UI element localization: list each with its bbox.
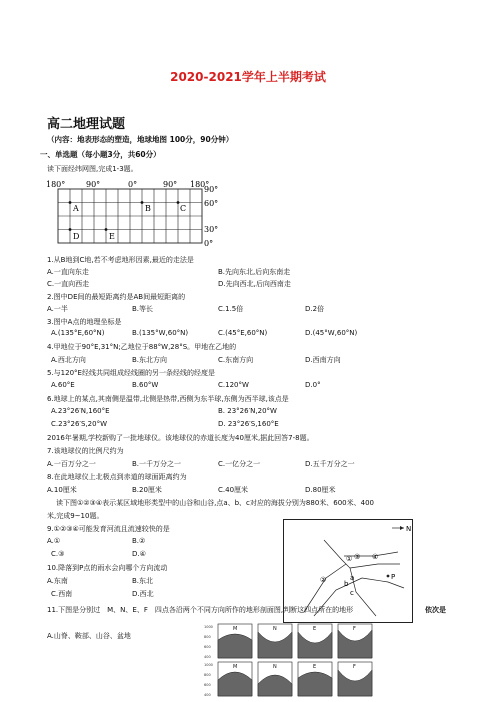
profile-letter: F [353, 626, 356, 632]
q10-option-a: A.东南 [47, 577, 68, 585]
q4-option-b: B.东北方向 [132, 356, 168, 364]
profile-svg [204, 622, 380, 698]
exam-title: 2020-2021学年上半期考试 [170, 70, 326, 84]
q11-stem-end: 依次是 [425, 606, 446, 614]
q2-option-a: A.一半 [47, 305, 68, 313]
q8-stem: 8.在此地球仪上北极点到赤道的球面距离约为 [47, 473, 187, 481]
map-label: ② [320, 576, 327, 584]
map-label: b [344, 580, 349, 588]
q9-stem: 9.①②③④可能发育河流且流速较快的是 [47, 525, 170, 533]
tick-label: 800 [204, 673, 211, 677]
lat-label: 90° [204, 185, 219, 194]
q5-option-a: A.60°E [51, 381, 75, 389]
q1-option-d: D.先向西北,后向西南走 [218, 280, 291, 288]
lat-label: 30° [204, 225, 219, 234]
q9-option-a: A.① [47, 537, 61, 545]
tick-label: 1000 [204, 663, 213, 667]
q2-stem: 2.图中DE间的最短距离约是AB间最短距离的 [47, 293, 186, 301]
paper-subtitle: 高二地理试题 [47, 117, 126, 132]
map-label: ① [346, 555, 353, 563]
q7-option-d: D.五千万分之一 [305, 460, 355, 468]
q5-option-d: D.0° [305, 381, 321, 389]
q9-option-c: C.③ [51, 550, 65, 558]
profile-letter: E [313, 664, 317, 670]
north-arrow-label: N [406, 525, 412, 533]
map-label: P [391, 573, 396, 581]
map-label: ④ [372, 553, 379, 561]
q10-option-c: C.西南 [51, 590, 73, 598]
q8-option-a: A.10厘米 [47, 486, 77, 494]
q2-option-c: C.1.5倍 [218, 305, 244, 313]
passage-9-10-line1: 读下图①②③④表示某区域地形类型中的山谷和山谷,点a、b、c对应的海拔分别为880米、600米、400 [56, 499, 374, 507]
q5-stem: 5.与120°E经线共同组成经线圈的另一条经线的经度是 [47, 369, 215, 377]
q5-option-b: B.60°W [132, 381, 159, 389]
q9-option-d: D.④ [132, 550, 146, 558]
q1-option-a: A.一直向东走 [47, 268, 89, 276]
q6-option-a: A.23°26′N,160°E [51, 407, 110, 415]
profile-letter: M [233, 626, 238, 632]
q3-option-a: A.(135°E,60°N) [51, 329, 105, 337]
profile-letter: E [313, 626, 317, 632]
map-label: a [350, 574, 355, 582]
q5-option-c: C.120°W [218, 381, 249, 389]
tick-label: 600 [204, 683, 211, 687]
q1-option-b: B.先向东北,后向东南走 [218, 268, 291, 276]
tick-label: 600 [204, 645, 211, 649]
section-heading: 一、单选题（每小题3分，共60分） [40, 150, 161, 159]
tick-label: 400 [204, 693, 211, 697]
tick-label: 800 [204, 635, 211, 639]
tick-label: 1000 [204, 625, 213, 629]
passage-7-8: 2016年暑期,学校新购了一批地球仪。该地球仪的赤道长度为40厘米,据此回答7-8题。 [47, 434, 314, 442]
profile-figure [204, 622, 380, 698]
q7-stem: 7.该地球仪的比例尺约为 [47, 447, 124, 455]
point-e-label: E [109, 232, 115, 241]
q6-option-d: D. 23°26′S,160°E [218, 420, 279, 428]
profile-letter: N [273, 626, 277, 632]
q1-stem: 1.从B地到C地,若不考虑地形因素,最近的走法是 [47, 256, 194, 264]
q3-option-c: C.(45°E,60°N) [218, 329, 268, 337]
lat-label: 0° [204, 239, 214, 248]
q7-option-a: A.一百万分之一 [47, 460, 96, 468]
q6-option-b: B. 23°26′N,20°W [218, 407, 277, 415]
map-label: ③ [354, 553, 361, 561]
grid-lines [58, 189, 202, 243]
intro-text: 读下面经纬网图,完成1-3题。 [47, 165, 138, 173]
q11-option-a: A.山脊、鞍部、山谷、盆地 [47, 632, 131, 640]
q8-option-c: C.40厘米 [218, 486, 249, 494]
lat-label: 60° [204, 199, 219, 208]
lon-label: 90° [86, 180, 101, 189]
lon-label: 180° [190, 180, 210, 189]
q6-stem: 6.地球上的某点,其南侧是温带,北侧是热带,西侧为东半球,东侧为西半球,该点是 [47, 395, 289, 403]
point-a-label: A [73, 204, 79, 213]
profile-letter: F [353, 664, 356, 670]
passage-9-10-line2: 米,完成9~10题。 [47, 512, 104, 520]
point-c-label: C [180, 204, 187, 213]
q6-option-c: C.23°26′S,20°W [51, 420, 108, 428]
q10-option-d: D.西北 [132, 590, 154, 598]
tick-label: 400 [204, 655, 211, 659]
profile-letter: M [233, 664, 238, 670]
q4-option-c: C.东南方向 [218, 356, 254, 364]
lon-label: 180° [46, 180, 66, 189]
graticule-figure [46, 178, 226, 250]
q11-stem: 11.下图是分别过 M、N、E、F 四点各沿两个不同方向所作的地形剖面图,判断这四点所在的地形 [47, 606, 354, 614]
q10-stem: 10.降落到P点的雨水会向哪个方向流动 [47, 564, 168, 572]
q4-option-a: A.西北方向 [51, 356, 86, 364]
q1-option-c: C.一直向西走 [47, 280, 90, 288]
q10-option-b: B.东北 [132, 577, 154, 585]
graticule-svg [46, 178, 226, 250]
q7-option-c: C.一亿分之一 [218, 460, 261, 468]
contour-lines [304, 528, 404, 616]
q3-stem: 3.图中A点的地理坐标是 [47, 318, 122, 326]
point-d-label: D [73, 232, 80, 241]
profile-letter: N [273, 664, 277, 670]
q4-option-d: D.西南方向 [305, 356, 341, 364]
q7-option-b: B.一千万分之一 [132, 460, 182, 468]
paper-meta: （内容：地表形态的塑造，地球地图 100分，90分钟） [47, 135, 234, 144]
q3-option-d: D.(45°W,60°N) [305, 329, 358, 337]
q4-stem: 4.甲地位于90°E,31°N;乙地位于88°W,28°S。甲地在乙地的 [47, 343, 237, 351]
lon-label: 0° [128, 180, 138, 189]
point-b-label: B [145, 204, 151, 213]
q8-option-d: D.80厘米 [305, 486, 336, 494]
q8-option-b: B.20厘米 [132, 486, 162, 494]
q2-option-d: D.2倍 [305, 305, 325, 313]
map-label: c [350, 589, 354, 597]
q3-option-b: B.(135°W,60°N) [132, 329, 189, 337]
lon-label: 90° [163, 180, 178, 189]
q2-option-b: B.等长 [132, 305, 154, 313]
q9-option-b: B.② [132, 537, 146, 545]
